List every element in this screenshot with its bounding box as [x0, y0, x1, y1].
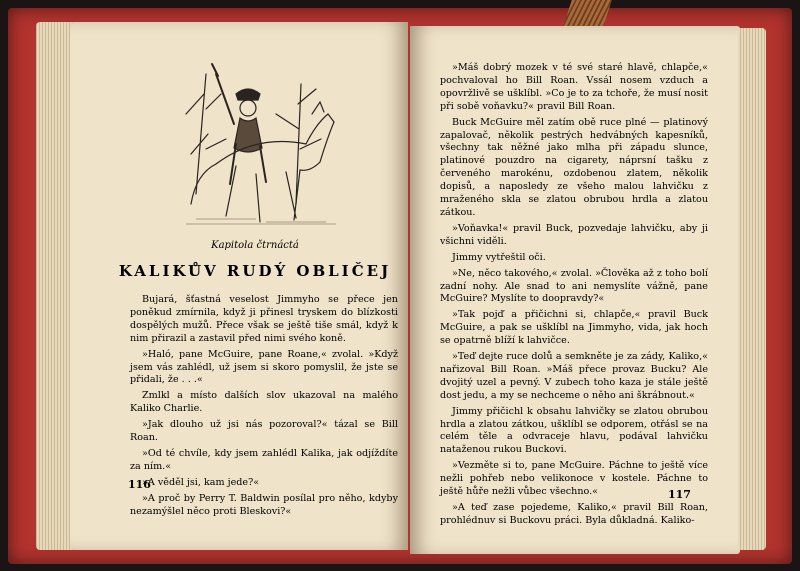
rider-illustration	[176, 54, 346, 232]
paragraph: »Voňavka!« pravil Buck, pozvedaje lahvičku, aby ji všichni viděli.	[440, 222, 708, 247]
paragraph: »Jak dlouho už jsi nás pozoroval?« tázal se Bill Roan.	[130, 419, 398, 444]
paragraph: Jimmy vytřeštil oči.	[452, 251, 546, 263]
paragraph: »Ne, něco takového,« zvolal. »Člověka až z toho bolí zadní nohy. Ale snad to ani nemyslíte vážně, pane McGuire? Myslíte to doopravdy?«	[440, 267, 708, 305]
paragraph: »Od té chvíle, kdy jsem zahlédl Kalika, jak odjíždíte za ním.«	[130, 447, 398, 472]
paragraph: »Teď dejte ruce dolů a semkněte je za zády, Kaliko,« nařizoval Bill Roan. »Máš přece provaz Bucku? Ale dvojitý uzel a pevný. V zubech toho kaza je stále ještě dost jedu, a my se nechceme o něho ani škrábnout.«	[440, 351, 708, 401]
left-page-text	[130, 294, 398, 522]
paragraph: »Máš dobrý mozek v té své staré hlavě, chlapče,« pochvaloval ho Bill Roan. Vssál nosem vzduch a opovržlivě se ušklíbl. »Co je to za tchoře, že musí nosit při sobě voňavku?« pravil Bill Roan.	[440, 62, 708, 112]
left-page-edges	[36, 22, 72, 550]
paragraph: Zmlkl a místo dalších slov ukazoval na malého Kaliko Charlie.	[130, 390, 398, 415]
page-number-left: 116	[128, 478, 151, 491]
right-page-text	[440, 62, 708, 531]
paragraph: »A věděl jsi, kam jede?«	[142, 476, 260, 488]
paragraph: Jimmy přičichl k obsahu lahvičky se zlatou obrubou hrdla a zlatou zátkou, ušklíbl se odporem, otřásl se na celém těle a odvraceje hlavu, podával lahvičku nataženou rukou Buckovi.	[440, 405, 708, 456]
paragraph: »A proč by Perry T. Baldwin posílal pro něho, kdyby nezamýšlel něco proti Bleskovi?«	[130, 492, 398, 517]
paragraph: Bujará, šťastná veselost Jimmyho se přece jen poněkud zmírnila, když ji přinesl tryskem do blízkosti dospělých mužů. Přece však se ještě tiše smál, když k nim přirazil a zastavil před nimi svého koně.	[130, 294, 398, 344]
chapter-title: KALIKŮV RUDÝ OBLIČEJ	[118, 262, 392, 280]
paragraph: Buck McGuire měl zatím obě ruce plné — platinový zapalovač, několik pestrých hedvábných kapesníků, všechny tak něžné jako mlha při západu slunce, platinové pouzdro na cigarety, náprsní tašku z červeného marokénu, ozdobenou zlatem, několik dopisů, a naposledy ze všeho malou lahvičku z mraženého skla se zlatou obrubou hrdla a zlatou zátkou.	[440, 116, 708, 218]
paragraph: »A teď zase pojedeme, Kaliko,« pravil Bill Roan, prohlédnuv si Buckovu práci. Byla důkladná. Kaliko-	[440, 502, 708, 526]
paragraph: »Haló, pane McGuire, pane Roane,« zvolal. »Když jsem vás zahlédl, už jsem si skoro pomyslil, že jste se přidali, že . . .«	[130, 348, 398, 386]
page-number-right: 117	[668, 488, 691, 501]
right-page-edges	[738, 28, 766, 550]
paragraph: »Vezměte si to, pane McGuire. Páchne to ještě více nežli pohřeb nebo velikonoce v kostele. Páchne to ještě hůře nežli vůbec všechno.«	[440, 460, 708, 498]
paragraph: »Tak pojď a přičichni si, chlapče,« pravil Buck McGuire, a pak se ušklíbl na Jimmyho, vida, jak hoch se opatrně blíží k lahvičce.	[440, 309, 708, 347]
chapter-number: Kapitola čtrnáctá	[211, 240, 299, 251]
